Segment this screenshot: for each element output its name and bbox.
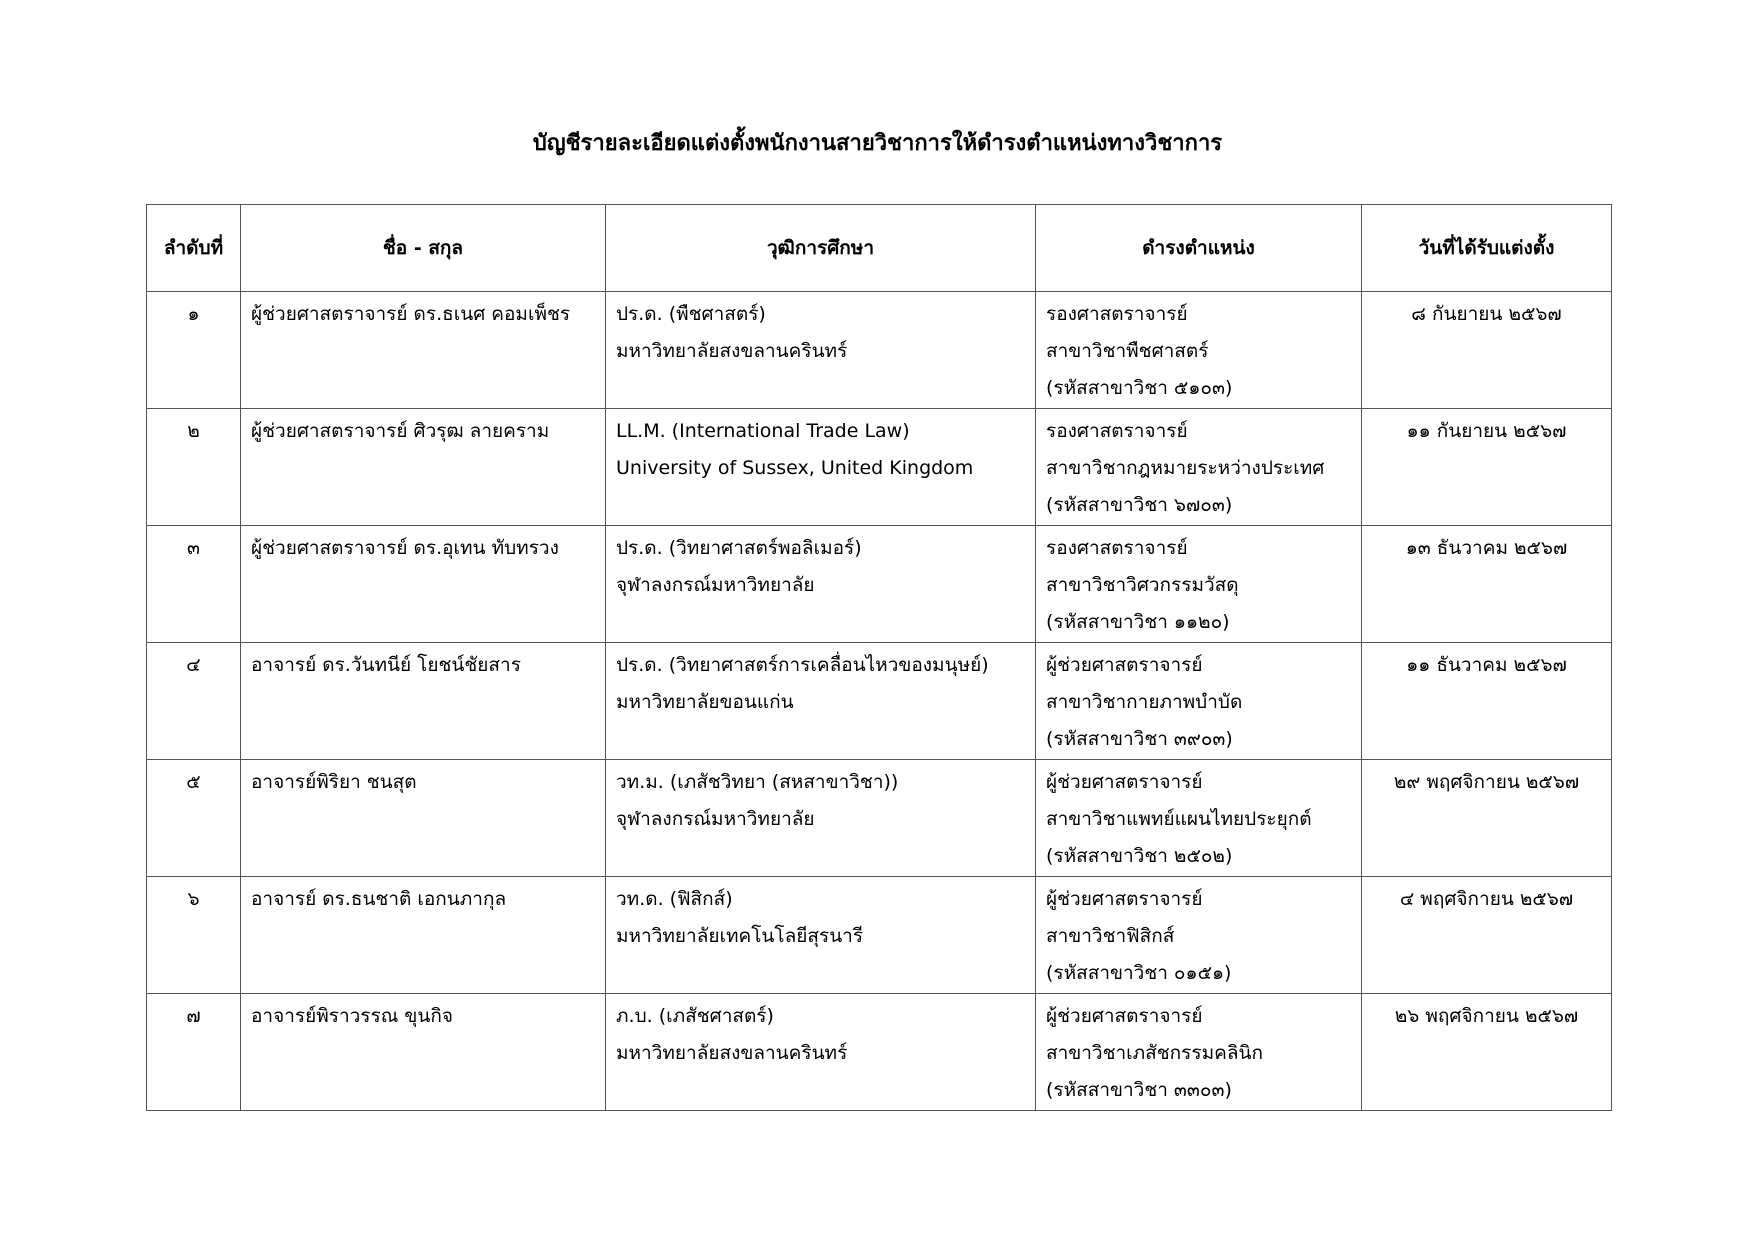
person-name: ผู้ช่วยศาสตราจารย์ ดร.อุเทน ทับทรวง bbox=[251, 537, 559, 559]
header-row bbox=[147, 205, 1612, 292]
cell-date bbox=[1362, 526, 1612, 643]
cell-name bbox=[241, 760, 606, 877]
field-code: (รหัสสาขาวิชา ๐๑๕๑) bbox=[1046, 962, 1232, 984]
degree-text: ปร.ด. (วิทยาศาสตร์การเคลื่อนไหวของมนุษย์) bbox=[616, 654, 989, 676]
degree-text: ปร.ด. (พืชศาสตร์) bbox=[616, 303, 766, 325]
cell-name bbox=[241, 643, 606, 760]
cell-no bbox=[147, 409, 241, 526]
appointment-date: ๔ พฤศจิกายน ๒๕๖๗ bbox=[1399, 888, 1574, 910]
institution-text: มหาวิทยาลัยสงขลานครินทร์ bbox=[616, 340, 848, 362]
table-row bbox=[147, 292, 1612, 409]
row-number: ๓ bbox=[187, 537, 200, 559]
cell-degree bbox=[606, 760, 1036, 877]
field-text: สาขาวิชากฎหมายระหว่างประเทศ bbox=[1046, 457, 1325, 479]
row-number: ๑ bbox=[187, 303, 200, 325]
cell-no bbox=[147, 526, 241, 643]
cell-degree bbox=[606, 292, 1036, 409]
cell-name bbox=[241, 877, 606, 994]
position-title: ผู้ช่วยศาสตราจารย์ bbox=[1046, 771, 1203, 793]
appointment-date: ๘ กันยายน ๒๕๖๗ bbox=[1411, 303, 1562, 325]
cell-date bbox=[1362, 760, 1612, 877]
page-title: บัญชีรายละเอียดแต่งตั้งพนักงานสายวิชาการให้ดำรงตำแหน่งทางวิชาการ bbox=[532, 131, 1223, 156]
person-name: อาจารย์พิราวรรณ ขุนกิจ bbox=[251, 1005, 453, 1027]
field-text: สาขาวิชาพืชศาสตร์ bbox=[1046, 340, 1209, 362]
institution-text: มหาวิทยาลัยเทคโนโลยีสุรนารี bbox=[616, 925, 864, 947]
cell-position bbox=[1036, 760, 1362, 877]
cell-position bbox=[1036, 994, 1362, 1111]
field-code: (รหัสสาขาวิชา ๕๑๐๓) bbox=[1046, 377, 1233, 399]
row-number: ๗ bbox=[186, 1005, 201, 1027]
institution-text: จุฬาลงกรณ์มหาวิทยาลัย bbox=[616, 808, 815, 830]
cell-no bbox=[147, 994, 241, 1111]
appointment-date: ๒๙ พฤศจิกายน ๒๕๖๗ bbox=[1393, 771, 1580, 793]
cell-date bbox=[1362, 877, 1612, 994]
cell-degree bbox=[606, 409, 1036, 526]
cell-date bbox=[1362, 994, 1612, 1111]
header-no: ลำดับที่ bbox=[147, 205, 241, 292]
person-name: ผู้ช่วยศาสตราจารย์ ศิวรุฒ ลายคราม bbox=[251, 420, 550, 442]
person-name: อาจารย์ ดร.วันทนีย์ โยชน์ชัยสาร bbox=[251, 654, 521, 676]
table-row bbox=[147, 409, 1612, 526]
row-number: ๕ bbox=[186, 771, 201, 793]
cell-position bbox=[1036, 643, 1362, 760]
table-body bbox=[147, 292, 1612, 1111]
institution-text: จุฬาลงกรณ์มหาวิทยาลัย bbox=[616, 574, 815, 596]
cell-no bbox=[147, 877, 241, 994]
cell-position bbox=[1036, 877, 1362, 994]
appointment-date: ๑๑ ธันวาคม ๒๕๖๗ bbox=[1406, 654, 1567, 676]
header-date: วันที่ได้รับแต่งตั้ง bbox=[1362, 205, 1612, 292]
position-title: ผู้ช่วยศาสตราจารย์ bbox=[1046, 888, 1203, 910]
cell-date bbox=[1362, 643, 1612, 760]
row-number: ๒ bbox=[187, 420, 200, 442]
field-text: สาขาวิชาแพทย์แผนไทยประยุกต์ bbox=[1046, 808, 1312, 830]
person-name: อาจารย์พิริยา ชนสุต bbox=[251, 771, 417, 793]
cell-name bbox=[241, 292, 606, 409]
degree-text: LL.M. (International Trade Law) bbox=[616, 420, 910, 442]
degree-text: ภ.บ. (เภสัชศาสตร์) bbox=[616, 1005, 774, 1027]
row-number: ๔ bbox=[186, 654, 201, 676]
appointment-table bbox=[146, 204, 1612, 1111]
cell-position bbox=[1036, 292, 1362, 409]
degree-text: ปร.ด. (วิทยาศาสตร์พอลิเมอร์) bbox=[616, 537, 862, 559]
position-title: รองศาสตราจารย์ bbox=[1046, 303, 1188, 325]
cell-date bbox=[1362, 409, 1612, 526]
cell-name bbox=[241, 409, 606, 526]
cell-name bbox=[241, 526, 606, 643]
appointment-date: ๒๖ พฤศจิกายน ๒๕๖๗ bbox=[1394, 1005, 1579, 1027]
field-text: สาขาวิชากายภาพบำบัด bbox=[1046, 691, 1243, 713]
field-code: (รหัสสาขาวิชา ๖๗๐๓) bbox=[1046, 494, 1233, 516]
cell-degree bbox=[606, 994, 1036, 1111]
position-title: ผู้ช่วยศาสตราจารย์ bbox=[1046, 1005, 1203, 1027]
header-degree: วุฒิการศึกษา bbox=[606, 205, 1036, 292]
appointment-date: ๑๓ ธันวาคม ๒๕๖๗ bbox=[1405, 537, 1568, 559]
degree-text: วท.ม. (เภสัชวิทยา (สหสาขาวิชา)) bbox=[616, 771, 899, 793]
degree-text: วท.ด. (ฟิสิกส์) bbox=[616, 888, 733, 910]
table-row bbox=[147, 877, 1612, 994]
position-title: รองศาสตราจารย์ bbox=[1046, 420, 1188, 442]
cell-no bbox=[147, 760, 241, 877]
institution-text: University of Sussex, United Kingdom bbox=[616, 457, 974, 479]
cell-name bbox=[241, 994, 606, 1111]
field-code: (รหัสสาขาวิชา ๓๙๐๓) bbox=[1046, 728, 1233, 750]
field-text: สาขาวิชาฟิสิกส์ bbox=[1046, 925, 1175, 947]
position-title: ผู้ช่วยศาสตราจารย์ bbox=[1046, 654, 1203, 676]
institution-text: มหาวิทยาลัยขอนแก่น bbox=[616, 691, 794, 713]
cell-degree bbox=[606, 877, 1036, 994]
table-row bbox=[147, 994, 1612, 1111]
cell-degree bbox=[606, 643, 1036, 760]
position-title: รองศาสตราจารย์ bbox=[1046, 537, 1188, 559]
cell-position bbox=[1036, 409, 1362, 526]
header-name: ชื่อ - สกุล bbox=[241, 205, 606, 292]
table-row bbox=[147, 760, 1612, 877]
cell-no bbox=[147, 292, 241, 409]
field-code: (รหัสสาขาวิชา ๑๑๒๐) bbox=[1046, 611, 1230, 633]
table-row bbox=[147, 643, 1612, 760]
institution-text: มหาวิทยาลัยสงขลานครินทร์ bbox=[616, 1042, 848, 1064]
table-row bbox=[147, 526, 1612, 643]
field-code: (รหัสสาขาวิชา ๒๕๐๒) bbox=[1046, 845, 1233, 867]
header-position: ดำรงตำแหน่ง bbox=[1036, 205, 1362, 292]
cell-date bbox=[1362, 292, 1612, 409]
appointment-date: ๑๑ กันยายน ๒๕๖๗ bbox=[1406, 420, 1567, 442]
field-text: สาขาวิชาวิศวกรรมวัสดุ bbox=[1046, 574, 1239, 596]
field-text: สาขาวิชาเภสัชกรรมคลินิก bbox=[1046, 1042, 1263, 1064]
cell-degree bbox=[606, 526, 1036, 643]
person-name: ผู้ช่วยศาสตราจารย์ ดร.ธเนศ คอมเพ็ชร bbox=[251, 303, 571, 325]
person-name: อาจารย์ ดร.ธนชาติ เอกนภากุล bbox=[251, 888, 507, 910]
cell-no bbox=[147, 643, 241, 760]
row-number: ๖ bbox=[187, 888, 200, 910]
field-code: (รหัสสาขาวิชา ๓๓๐๓) bbox=[1046, 1079, 1232, 1101]
cell-position bbox=[1036, 526, 1362, 643]
